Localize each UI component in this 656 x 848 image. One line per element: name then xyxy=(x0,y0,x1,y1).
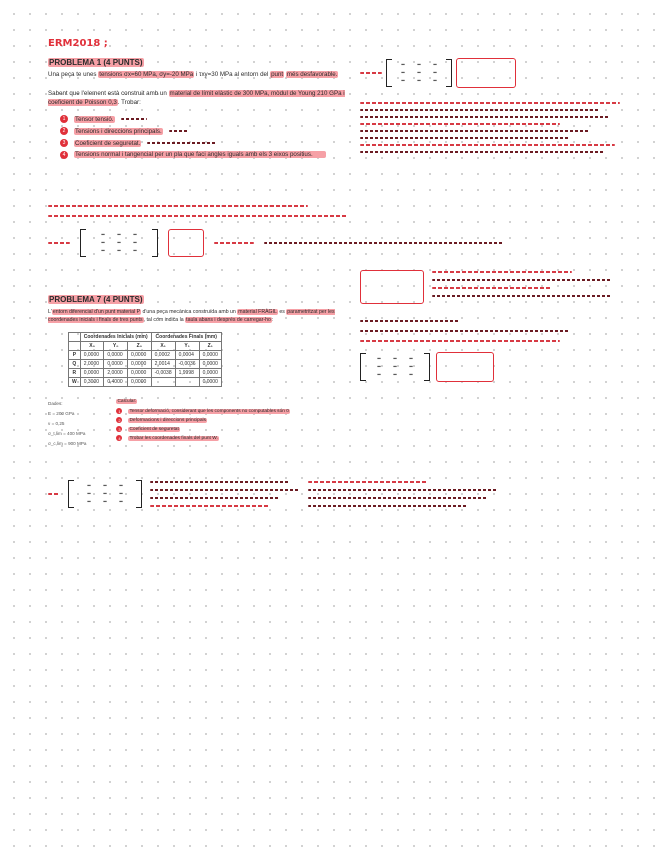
table-cell: 0,4000 xyxy=(104,378,128,387)
handwritten-note xyxy=(214,242,254,244)
column-header: Z₁ xyxy=(199,342,221,351)
item-label: Trobar les coordenades finals del punt W. xyxy=(129,435,218,441)
group-initial: Coordenades Inicials (mm) xyxy=(80,333,151,342)
handwritten-note xyxy=(147,142,217,144)
problem7-handwritten-steps xyxy=(48,480,618,508)
handwritten-line xyxy=(360,123,560,125)
table-cell xyxy=(151,378,175,387)
problem7-intro-highlight3: parametritzat per les coordenades inicials i finals de tres punts xyxy=(48,309,335,323)
problem7-title xyxy=(48,295,348,304)
boxed-result xyxy=(456,58,516,88)
problem1-solution xyxy=(360,58,640,158)
table-cell: 2,0014 xyxy=(151,360,175,369)
principal-work xyxy=(360,102,640,153)
handwritten-line xyxy=(360,102,620,104)
problem1-item xyxy=(60,151,353,159)
problem1-item xyxy=(60,127,353,135)
problem7-item xyxy=(116,408,289,414)
strain-matrix-result xyxy=(360,352,640,382)
item-label: Tensions i direccions principals. xyxy=(75,127,162,135)
matrix-bracket-left xyxy=(80,229,86,257)
problem7-intro-c: es xyxy=(277,309,287,315)
stress-tensor-matrix xyxy=(360,58,640,88)
handwritten-label xyxy=(360,72,382,74)
data-label: Dades: xyxy=(48,401,63,406)
problem1-section xyxy=(48,58,353,163)
table-cell: 0,0000 xyxy=(199,378,221,387)
matrix-bracket-right xyxy=(152,229,158,257)
table-cell: 2,0000 xyxy=(80,360,104,369)
item-number: 4 xyxy=(118,435,121,441)
table-cell: 0,0002 xyxy=(151,351,175,360)
problem1-intro-highlight: tensions σx=60 MPa, σy=-20 MPa xyxy=(99,71,194,78)
row-label: R xyxy=(69,369,81,378)
handwritten-line xyxy=(150,505,270,507)
problem1-para2-b: . Trobar: xyxy=(117,99,141,106)
problem1-title xyxy=(48,58,353,67)
problem1-para2-a: Sabent que l'element està construit amb un xyxy=(48,90,169,97)
handwritten-line xyxy=(432,279,612,281)
handwritten-line xyxy=(432,271,572,273)
problem1-intro-c: més desfavorable. xyxy=(286,71,338,78)
handwritten-line xyxy=(308,497,488,499)
table-cell: 2,0000 xyxy=(104,369,128,378)
matrix-bracket-right xyxy=(136,480,142,508)
data-item: σ_t,lim = 400 MPa xyxy=(48,431,86,436)
matrix-bracket-left xyxy=(360,353,366,381)
problem1-para2-highlight: material de límit elàstic de 300 MPa, mòdul de Young 210 GPa i coeficient de Poisson 0,3 xyxy=(48,90,345,106)
item-label: Tensor tensió. xyxy=(75,115,114,123)
handwritten-line xyxy=(48,215,348,217)
table-cell: 0,0000 xyxy=(127,378,151,387)
item-number: 3 xyxy=(118,426,121,432)
item-label: Coeficient de seguretat. xyxy=(75,139,141,147)
matrix-bracket-right xyxy=(446,59,452,87)
problem1-intro-highlight2: punt xyxy=(271,71,284,78)
problem7-item xyxy=(116,417,289,423)
matrix-grid: ▪▪ ▪▪ ▪▪ ▪▪ ▪▪ ▪▪ ▪▪ ▪▪ ▪▪ xyxy=(101,232,137,254)
handwritten-line xyxy=(308,489,498,491)
problem7-item xyxy=(116,426,289,432)
table-row xyxy=(69,360,222,369)
problem7-intro-a: L' xyxy=(48,309,52,315)
problem7-intro xyxy=(48,308,348,324)
table-cell: 0,0000 xyxy=(104,351,128,360)
matrix-bracket-left xyxy=(68,480,74,508)
item-label: Coeficient de seguretat xyxy=(129,426,179,432)
handwritten-line xyxy=(360,330,570,332)
data-item: E = 200 GPa xyxy=(48,411,75,416)
problem7-data-and-tasks xyxy=(48,399,348,449)
problem1-intro-a: Una peça te unes xyxy=(48,71,99,78)
item-number: 3 xyxy=(60,139,68,147)
table-cell: 0,0004 xyxy=(175,351,199,360)
table-cell: 0,0000 xyxy=(199,351,221,360)
problem7-data xyxy=(48,399,86,449)
principal-strain-work xyxy=(48,480,618,508)
problem1-title-text: PROBLEMA 1 (4 PUNTS) xyxy=(49,58,143,67)
item-number: 4 xyxy=(60,151,68,159)
handwritten-line xyxy=(150,497,280,499)
handwritten-line xyxy=(360,320,460,322)
problem1-item xyxy=(60,139,353,147)
row-label: P xyxy=(69,351,81,360)
table-row xyxy=(69,369,222,378)
item-number: 2 xyxy=(60,127,68,135)
table-cell: 1,9998 xyxy=(175,369,199,378)
table-cell: -0,0038 xyxy=(151,369,175,378)
handwritten-line xyxy=(432,295,612,297)
boxed-result xyxy=(168,229,204,257)
matrix-grid: ▪▪ ▪▪ ▪▪ ▪▪ ▪▪ ▪▪ ▪▪ ▪▪ ▪▪ xyxy=(87,483,123,505)
matrix-bracket-right xyxy=(424,353,430,381)
problem7-intro-e: : xyxy=(271,317,274,323)
handwritten-line xyxy=(150,489,300,491)
characteristic-equation xyxy=(150,481,300,507)
table-cell: 0,0000 xyxy=(80,369,104,378)
coordinates-table xyxy=(68,332,222,387)
problem1-handwritten-steps xyxy=(48,205,608,257)
table-cell: 0,0000 xyxy=(127,369,151,378)
table-row xyxy=(69,351,222,360)
matrix-bracket-left xyxy=(386,59,392,87)
item-number: 2 xyxy=(118,417,121,423)
item-number: 1 xyxy=(118,408,121,414)
problem7-title-text: PROBLEMA 7 (4 PUNTS) xyxy=(49,295,143,304)
item-label: Tensor deformació, considerant que les components no computables són 0 xyxy=(129,408,289,414)
boxed-result xyxy=(436,352,494,382)
normal-tangential-work xyxy=(48,229,608,257)
problem7-intro-highlight4: taula abans i després de carregar-ho xyxy=(186,317,271,323)
handwritten-line xyxy=(308,481,428,483)
handwritten-note xyxy=(121,118,147,120)
problem7-intro-d: , tal com indica la xyxy=(143,317,186,323)
row-label: Q xyxy=(69,360,81,369)
handwritten-line xyxy=(360,116,610,118)
column-header: X₁ xyxy=(151,342,175,351)
column-header: X₀ xyxy=(80,342,104,351)
table-cell: -0,0036 xyxy=(175,360,199,369)
problem7-list xyxy=(116,408,289,441)
data-item: σ_c,lim = 900 MPa xyxy=(48,441,87,446)
table-corner xyxy=(69,333,81,342)
strain-tensor-work xyxy=(360,270,640,304)
handwritten-line xyxy=(360,130,590,132)
column-header: Z₀ xyxy=(127,342,151,351)
handwritten-line xyxy=(360,151,605,153)
handwritten-line xyxy=(360,144,615,146)
handwritten-note xyxy=(169,130,189,132)
handwritten-line xyxy=(360,340,560,342)
table-cell xyxy=(175,378,199,387)
eigenvector-work xyxy=(308,481,508,507)
problem7-intro-highlight2: material FRÀGIL xyxy=(238,309,277,315)
problem1-item xyxy=(60,115,353,123)
strain-formulas xyxy=(432,271,640,303)
table-cell: 0,3000 xyxy=(80,378,104,387)
handwritten-line xyxy=(360,109,600,111)
problem7-tasks xyxy=(116,399,289,449)
handwritten-note xyxy=(264,242,504,244)
boxed-result xyxy=(360,270,424,304)
table-cell: 0,0000 xyxy=(127,351,151,360)
item-label: Deformacions i direccions principals xyxy=(129,417,206,423)
handwritten-line xyxy=(48,205,308,207)
column-header: Y₀ xyxy=(104,342,128,351)
handwritten-line xyxy=(360,137,570,139)
problem1-intro xyxy=(48,70,353,79)
handwritten-line xyxy=(432,287,552,289)
table-cell: 0,0000 xyxy=(127,360,151,369)
table-corner xyxy=(69,342,81,351)
item-label: Tensions normal i tangencial per un pla que faci angles iguals amb els 3 eixos positius. xyxy=(74,151,326,158)
problem1-para2 xyxy=(48,89,353,107)
problem7-section xyxy=(48,295,348,449)
problem1-intro-b: i τxy=30 MPa al entorn del xyxy=(194,71,271,78)
table-cell: 0,0000 xyxy=(80,351,104,360)
table-row xyxy=(69,378,222,387)
handwritten-line xyxy=(150,481,290,483)
table-column-header xyxy=(69,342,222,351)
data-item: ν = 0,25 xyxy=(48,421,65,426)
matrix-grid: ▪▪ ▪▪ ▪▪ ▪▪ ▪▪ ▪▪ ▪▪ ▪▪ ▪▪ xyxy=(401,62,437,84)
handwritten-label xyxy=(48,493,60,495)
problem7-solution xyxy=(360,270,640,382)
handwritten-label xyxy=(48,242,70,244)
table-cell: 0,0000 xyxy=(199,360,221,369)
problem7-intro-highlight: entorn diferencial d'un punt material P xyxy=(52,309,141,315)
ask-label: Calcular: xyxy=(117,399,137,404)
table-cell: 0,0000 xyxy=(104,360,128,369)
group-final: Coordenades Finals (mm) xyxy=(151,333,221,342)
handwritten-line xyxy=(308,505,468,507)
problem1-list xyxy=(60,115,353,159)
row-label: W xyxy=(69,378,81,387)
header-date: ERM2018 ; xyxy=(48,38,108,49)
item-number: 1 xyxy=(60,115,68,123)
problem7-intro-b: d'una peça mecànica construïda amb un xyxy=(141,309,238,315)
table-group-header xyxy=(69,333,222,342)
matrix-grid: ▪▪ ▪▪ ▪▪ ▪▪ ▪▪ ▪▪ ▪▪ ▪▪ ▪▪ xyxy=(377,356,413,378)
problem7-item xyxy=(116,435,289,441)
table-cell: 0,0000 xyxy=(199,369,221,378)
column-header: Y₁ xyxy=(175,342,199,351)
strain-components xyxy=(360,320,640,342)
